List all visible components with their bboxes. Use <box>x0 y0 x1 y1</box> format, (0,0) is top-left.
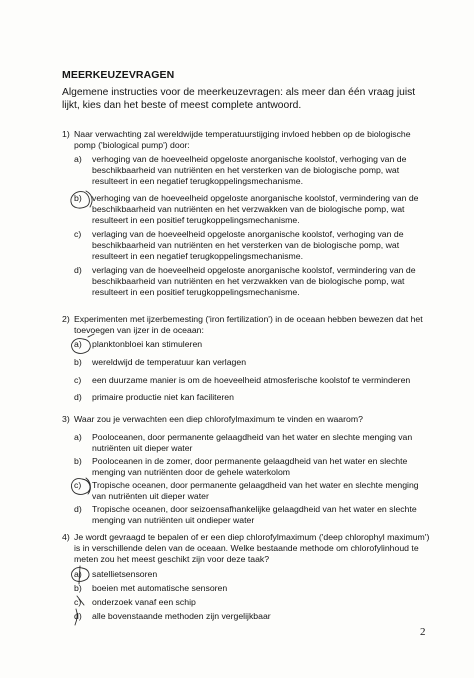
option-text: wereldwijd de temperatuur kan verlagen <box>92 357 247 367</box>
answer-circle-1b <box>71 191 92 208</box>
answer-circle-2a <box>72 334 94 353</box>
question-number: 3) <box>62 414 70 424</box>
option-label: d) <box>74 611 82 621</box>
option-label: c) <box>74 597 82 607</box>
section-heading: MEERKEUZEVRAGEN <box>62 69 175 81</box>
option-text: onderzoek vanaf een schip <box>92 597 196 607</box>
option-label: a) <box>74 339 82 349</box>
option-text: Tropische oceanen, door permanente gelaagdheid van het water en slechte menging van nutriënten uit dieper water <box>92 480 419 501</box>
option-label: c) <box>74 229 82 239</box>
option-text: Tropische oceanen, door seizoensafhankelijke gelaagdheid van het water en slechte menging van nutriënten uit ondieper water <box>92 504 417 525</box>
option-label: b) <box>74 583 82 593</box>
page-number: 2 <box>420 626 426 638</box>
option-label: a) <box>74 432 82 442</box>
option-label: b) <box>74 193 82 203</box>
option-text: Pooloceanen in de zomer, door permanente gelaagdheid van het water en slechte menging van nutriënten door de gehele waterkolom <box>92 456 408 477</box>
option-text: alle bovenstaande methoden zijn vergelijkbaar <box>92 611 271 621</box>
option-label: b) <box>74 456 82 466</box>
answer-circle-4a <box>72 566 89 584</box>
option-label: d) <box>74 265 82 275</box>
question-number: 2) <box>62 314 70 324</box>
pen-stroke-4c <box>77 596 84 605</box>
option-label: a) <box>74 154 82 164</box>
option-text: satellietsensoren <box>92 569 158 579</box>
question-text: Je wordt gevraagd te bepalen of er een diep chlorofylmaximum ('deep chlorophyl maximum') is in verschillende delen van de oceaan. Welke bestaande methode om chlorofylinhoud te meten zou het meest geschikt zijn voor deze taak? <box>74 532 430 564</box>
question-number: 1) <box>62 129 70 139</box>
option-label: c) <box>74 480 82 490</box>
answer-circle-3c <box>71 478 90 494</box>
option-text: boeien met automatische sensoren <box>92 583 228 593</box>
option-label: d) <box>74 504 82 514</box>
option-text: een duurzame manier is om de hoeveelheid atmosferische koolstof te verminderen <box>92 375 411 385</box>
option-label: b) <box>74 357 82 367</box>
option-text: Pooloceanen, door permanente gelaagdheid van het water en slechte menging van nutriënten uit dieper water <box>92 432 413 453</box>
instructions-text: Algemene instructies voor de meerkeuzevragen: als meer dan één vraag juist lijkt, kies dan het beste of meest complete antwoord. <box>62 87 416 111</box>
option-label: d) <box>74 392 82 402</box>
question-number: 4) <box>62 532 70 542</box>
option-text: verlaging van de hoeveelheid opgeloste anorganische koolstof, verhoging van de beschikbaarheid van nutriënten en het versterken van de biologische pomp, wat resulteert in een negatief terugkoppelingsmechanisme. <box>92 229 404 261</box>
option-text: verhoging van de hoeveelheid opgeloste anorganische koolstof, verhoging van de beschikbaarheid van nutriënten en het versterken van de biologische pomp, wat resulteert in een negatief terugkoppelingsmechanisme. <box>92 154 407 186</box>
option-text: verlaging van de hoeveelheid opgeloste anorganische koolstof, vermindering van de beschikbaarheid van nutriënten en het verzwakken van de biologische pomp, wat resulteert in een positief terugkoppelingsmechanisme. <box>92 265 416 297</box>
option-label: c) <box>74 375 82 385</box>
option-text: verhoging van de hoeveelheid opgeloste anorganische koolstof, vermindering van de beschikbaarheid van nutriënten en het verzwakken van de biologische pomp, wat resulteert in een positief terugkoppelingsmechanisme. <box>92 193 419 225</box>
pen-stroke-4d <box>75 609 77 625</box>
question-text: Waar zou je verwachten een diep chlorofylmaximum te vinden en waarom? <box>74 414 363 424</box>
option-text: planktonbloei kan stimuleren <box>92 339 203 349</box>
question-text: Naar verwachting zal wereldwijde temperatuurstijging invloed hebben op de biologische pomp ('biological pump') door: <box>74 129 411 150</box>
option-label: a) <box>74 569 82 579</box>
question-text: Experimenten met ijzerbemesting ('iron fertilization') in de oceaan hebben bewezen dat het toevoegen van ijzer in de oceaan: <box>74 314 423 335</box>
option-text: primaire productie niet kan faciliteren <box>92 392 234 402</box>
